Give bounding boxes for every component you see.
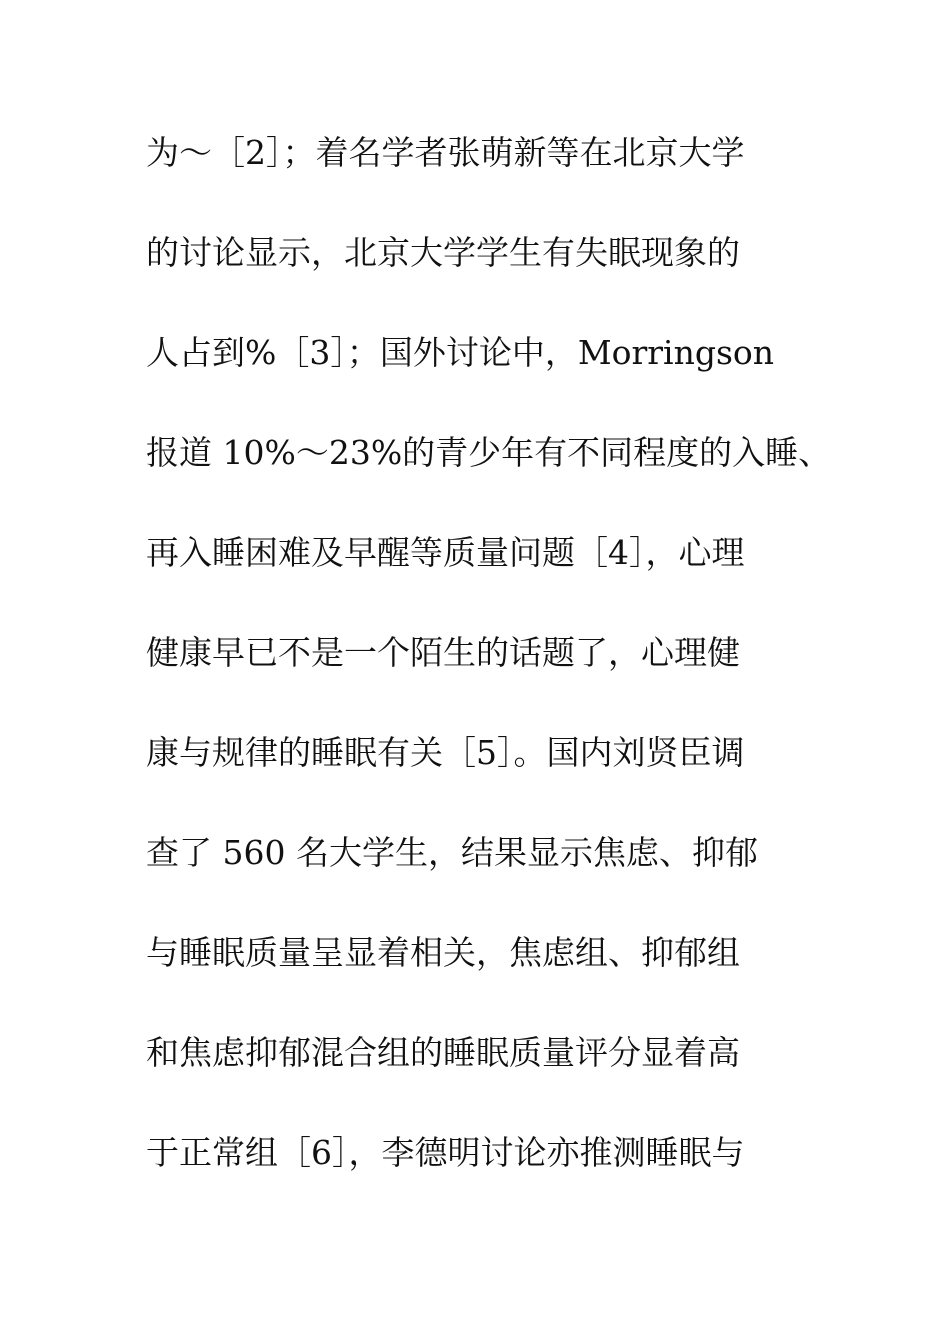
text-line-11: 于正常组［6］，李德明讨论亦推测睡眠与 <box>146 1133 745 1172</box>
text-line-8: 查了 560 名大学生，结果显示焦虑、抑郁 <box>146 833 758 872</box>
text-line-2: 的讨论显示，北京大学学生有失眠现象的 <box>146 233 740 272</box>
text-line-6: 健康早已不是一个陌生的话题了，心理健 <box>146 633 740 672</box>
text-line-7: 康与规律的睡眠有关［5］。国内刘贤臣调 <box>146 733 745 772</box>
text-line-5: 再入睡困难及早醒等质量问题［4］，心理 <box>146 533 745 572</box>
text-line-9: 与睡眠质量呈显着相关，焦虑组、抑郁组 <box>146 933 740 972</box>
text-line-3: 人占到%［3］；国外讨论中，Morringson <box>146 333 775 372</box>
text-line-10: 和焦虑抑郁混合组的睡眠质量评分显着高 <box>146 1033 740 1072</box>
text-line-1: 为～［2］；着名学者张萌新等在北京大学 <box>146 133 745 172</box>
text-line-4: 报道 10%～23%的青少年有不同程度的入睡、 <box>146 433 832 472</box>
